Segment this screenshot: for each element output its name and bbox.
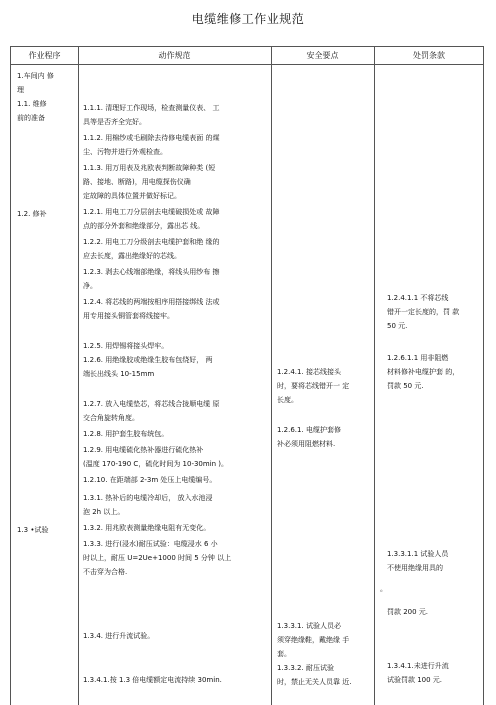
penalty-line: 试验罚款 100 元. — [387, 676, 443, 684]
safety-line: 补必须用阻燃材料. — [277, 440, 336, 448]
action-line: 1.2.7. 放入电缆垫芯，将芯线合拢顺电缆 原 — [83, 400, 220, 408]
safety-line: 须穿绝缘鞋，戴绝缘 手 — [277, 636, 350, 644]
safety-line: 长度。 — [277, 396, 298, 404]
procedure-cell: 前的准备 — [17, 114, 45, 122]
header-action: 动作规范 — [158, 51, 191, 60]
page-title: 电缆维修工作业规范 — [191, 12, 305, 26]
safety-line: 1.2.6.1. 电缆护套修 — [277, 426, 341, 434]
penalty-line: 不使用绝缘用具的 — [387, 564, 443, 572]
header-penalty: 处罚条款 — [413, 51, 445, 60]
procedure-cell: 1.1. 维修 — [17, 100, 47, 108]
penalty-line: 1.3.4.1.未进行升流 — [387, 662, 449, 670]
action-line: 1.2.8. 用护套生胶布统包。 — [83, 430, 169, 438]
header-divider — [11, 64, 483, 65]
action-line: 净。 — [83, 282, 97, 290]
action-line: 1.1.2. 用棉纱或毛刷除去待修电缆表面 的煤 — [83, 134, 220, 142]
penalty-line: 1.3.3.1.1 试验人员 — [387, 550, 449, 558]
action-line: 路、接地、断路)，用电缆探伤仪确 — [83, 178, 191, 186]
action-line: 交合角旋转角度。 — [83, 414, 139, 422]
action-line: 1.3.4. 进行升流试验。 — [83, 632, 155, 640]
action-line: 点的部分外套和绝缘部分，露出芯 线。 — [83, 222, 205, 230]
column-divider — [271, 47, 272, 705]
action-line: 用专用接头铜管套将线接牢。 — [83, 312, 174, 320]
procedure-table — [10, 46, 484, 705]
action-line: 1.3.2. 用兆欧表测量绝缘电阻有无变化。 — [83, 524, 211, 532]
action-line: 尘、污物并进行外观检查。 — [83, 148, 167, 156]
action-line: 具等是否齐全完好。 — [83, 118, 146, 126]
action-line: 1.2.10. 在距端部 2-3m 处压上电缆编号。 — [83, 476, 217, 484]
action-line: 时以上，耐压 U=2Ue+1000 时间 5 分钟 以上 — [83, 554, 232, 562]
action-line: 1.1.3. 用万用表及兆欧表判断故障种类 (短 — [83, 164, 216, 172]
action-line: 1.2.4. 将芯线的两端按相序用搭接绑线 法或 — [83, 298, 220, 306]
safety-line: 套。 — [277, 650, 291, 658]
action-line: 1.2.2. 用电工刀分级剖去电缆护套和绝 缘的 — [83, 238, 220, 246]
action-line: 1.2.6. 用绝缘胶或绝缘生胶布包绕好， 两 — [83, 356, 213, 364]
column-divider — [374, 47, 375, 705]
action-line: 泡 2h 以上。 — [83, 508, 125, 516]
safety-line: 时，要将芯线错开一 定 — [277, 382, 350, 390]
action-line: (温度 170-190 C，硫化时间为 10-30min )。 — [83, 460, 229, 468]
procedure-cell: 1.2. 修补 — [17, 210, 47, 218]
procedure-cell: 1.3 •试验 — [17, 526, 49, 534]
action-line: 不击穿为合格. — [83, 568, 128, 576]
header-safety: 安全要点 — [306, 51, 339, 60]
action-line: 1.3.1. 热补后的电缆冷却后， 放入水池浸 — [83, 494, 213, 502]
action-line: 1.2.3. 剥去心线端部绝缘，将线头用纱布 擦 — [83, 268, 220, 276]
action-line: 应去长度，露出绝缘好的芯线。 — [83, 252, 181, 260]
column-divider — [78, 47, 79, 705]
penalty-line: 材料修补电缆护套 的， — [387, 368, 460, 376]
action-line: 1.1.1. 清理好工作现场，检查测量仪表、 工 — [83, 104, 220, 112]
penalty-line: 1.2.6.1.1 用非阻燃 — [387, 354, 449, 362]
penalty-line: 罚款 50 元. — [387, 382, 424, 390]
action-line: 端长出线头 10-15mm — [83, 370, 155, 378]
penalty-line: 50 元. — [387, 322, 408, 330]
safety-line: 1.3.3.1. 试验人员必 — [277, 622, 341, 630]
penalty-line: 罚款 200 元. — [387, 608, 429, 616]
procedure-cell: 理 — [17, 86, 24, 94]
action-line: 1.2.9. 用电缆硫化热补器进行硫化热补 — [83, 446, 204, 454]
action-line: 1.3.3. 进行(浸水)耐压试验：电缆浸水 6 小 — [83, 540, 218, 548]
header-procedure: 作业程序 — [28, 51, 61, 60]
penalty-line: 错开一定长度的，罚 款 — [387, 308, 460, 316]
penalty-line: 1.2.4.1.1 不将芯线 — [387, 294, 449, 302]
action-line: 1.3.4.1.按 1.3 倍电缆额定电流持续 30min. — [83, 676, 222, 684]
action-line: 1.2.1. 用电工刀分层剖去电缆破损处或 故障 — [83, 208, 220, 216]
action-line: 定故障的具体位置并做好标记。 — [83, 192, 181, 200]
safety-line: 1.2.4.1. 接芯线接头 — [277, 368, 341, 376]
stray-mark: 。 — [380, 585, 387, 593]
safety-line: 时，禁止无关人员靠 近. — [277, 678, 352, 686]
procedure-cell: 1.车间内 修 — [17, 72, 54, 80]
safety-line: 1.3.3.2. 耐压试验 — [277, 664, 334, 672]
action-line: 1.2.5. 用焊锡将接头焊牢。 — [83, 342, 169, 350]
